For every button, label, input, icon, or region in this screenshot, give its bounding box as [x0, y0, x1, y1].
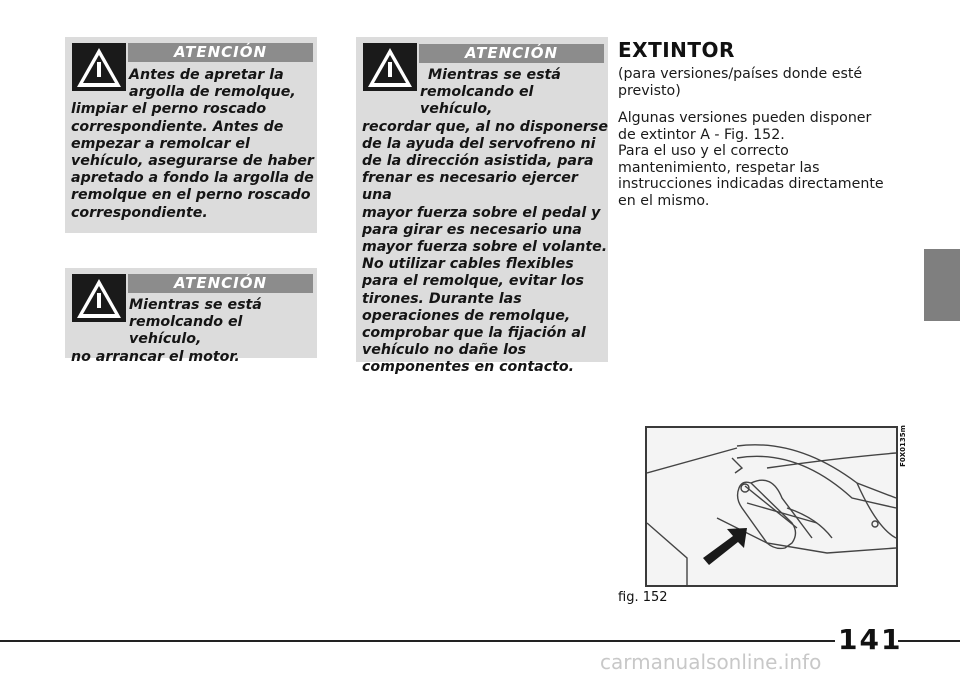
warning-box-3 [356, 37, 608, 376]
warning-text: Antes de apretar la argolla de remolque, limpiar el perno roscado correspondiente. Antes de empezar a remolcar el vehículo, asegurarse de haber apretado a fondo la argolla de remolque en el perno roscado correspondiente. [71, 67, 314, 221]
section-note: (para versiones/países donde esté previsto) [618, 66, 863, 99]
footer-rule [0, 640, 835, 642]
warning-box-2 [65, 268, 317, 365]
warning-text: Mientras se está remolcando el vehículo, no arrancar el motor. [71, 297, 262, 365]
warning-header: ATENCIÓN [419, 44, 604, 63]
figure-code: F0X0135m [898, 425, 907, 467]
footer-rule-right [898, 640, 960, 642]
section-body: Algunas versiones pueden disponer de extintor A - Fig. 152. Para el uso y el correcto mantenimiento, respetar las instrucciones indicadas directamente en el mismo. [618, 110, 884, 209]
warning-header: ATENCIÓN [128, 274, 313, 293]
chapter-tab [924, 249, 960, 321]
figure-caption: fig. 152 [618, 590, 668, 605]
page-number: 141 [838, 623, 903, 656]
extinguisher-figure [645, 426, 898, 587]
warning-header: ATENCIÓN [128, 43, 313, 62]
extinguisher-illustration [647, 428, 896, 585]
watermark: carmanualsonline.info [600, 650, 822, 674]
warning-box-1 [65, 37, 317, 233]
section-title: EXTINTOR [618, 38, 735, 62]
warning-text: Mientras se está remolcando el vehículo, recordar que, al no disponerse de la ayuda del servofreno ni de la dirección asistida, para frenar es necesario ejercer una mayor fuerza sobre el pedal y para girar es necesario una mayor fuerza sobre el volante. No utilizar cables flexibles para el remolque, evitar los tirones. Durante las operaciones de remolque, comprobar que la fijación al vehículo no dañe los componentes en contacto. [362, 67, 608, 376]
